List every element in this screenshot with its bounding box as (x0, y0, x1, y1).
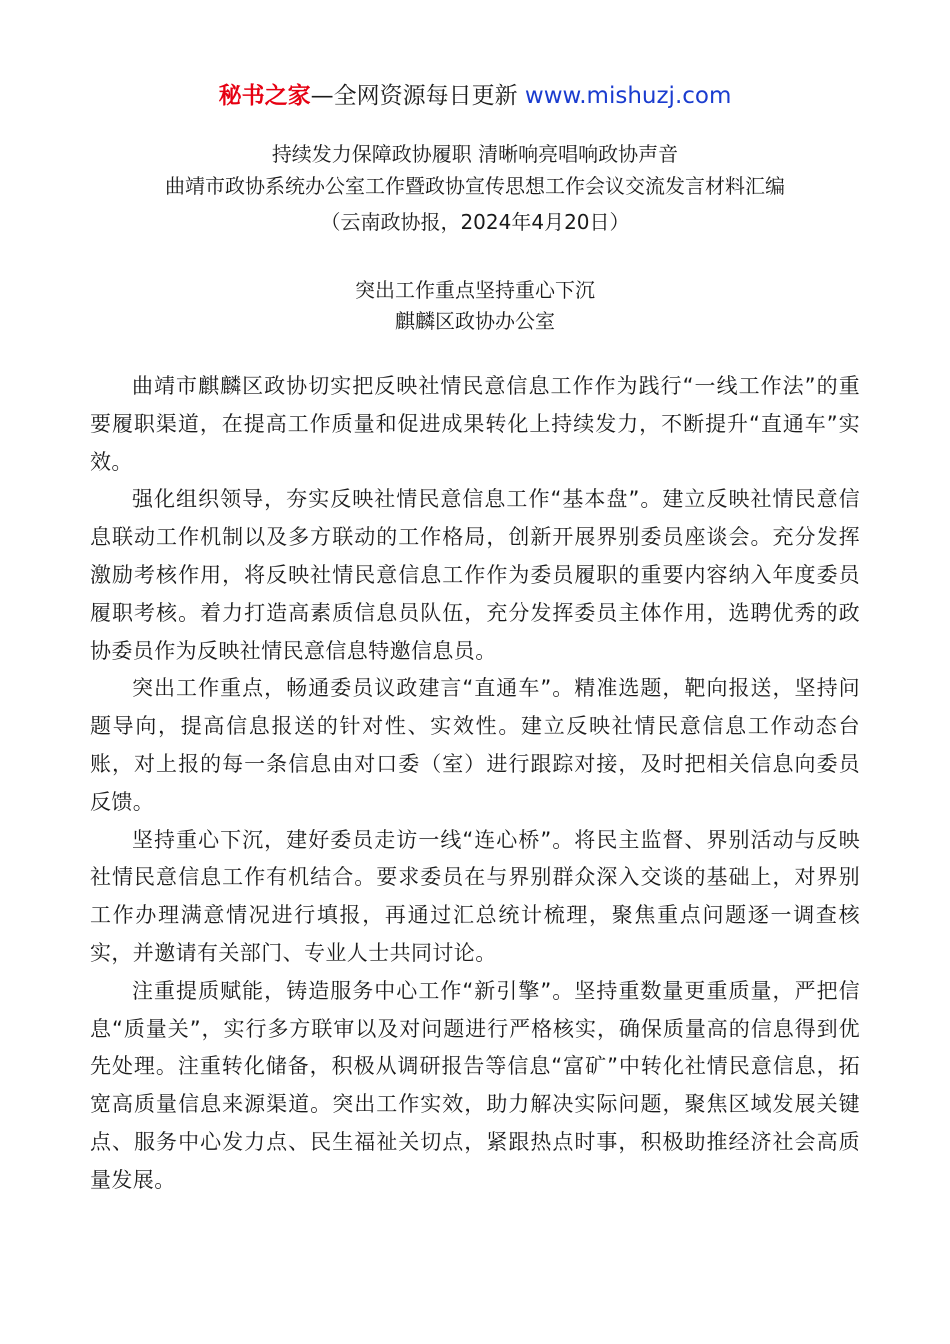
site-brand-name: 秘书之家 (218, 83, 311, 109)
site-url-link[interactable]: www.mishuzj.com (524, 83, 732, 109)
body-paragraph: 坚持重心下沉，建好委员走访一线“连心桥”。将民主监督、界别活动与反映社情民意信息工作有机结合。要求委员在与界别群众深入交谈的基础上，对界别工作办理满意情况进行填报，再通过汇总统计梳理，聚焦重点问题逐一调查核实，并邀请有关部门、专业人士共同讨论。 (90, 827, 860, 965)
site-tagline: —全网资源每日更新 (310, 83, 525, 109)
section-author: 麒麟区政协办公室 (395, 309, 555, 333)
document-subtitle: 曲靖市政协系统办公室工作暨政协宣传思想工作会议交流发言材料汇编 (165, 174, 785, 198)
document-body (90, 368, 860, 1200)
body-paragraph: 曲靖市麒麟区政协切实把反映社情民意信息工作作为践行“一线工作法”的重要履职渠道，在提高工作质量和促进成果转化上持续发力，不断提升“直通车”实效。 (90, 374, 860, 474)
body-paragraph: 突出工作重点，畅通委员议政建言“直通车”。精准选题，靶向报送，坚持问题导向，提高信息报送的针对性、实效性。建立反映社情民意信息工作动态台账，对上报的每一条信息由对口委（室）进行跟踪对接，及时把相关信息向委员反馈。 (90, 676, 860, 814)
body-paragraph: 强化组织领导，夯实反映社情民意信息工作“基本盘”。建立反映社情民意信息联动工作机制以及多方联动的工作格局，创新开展界别委员座谈会。充分发挥激励考核作用，将反映社情民意信息工作作为委员履职的重要内容纳入年度委员履职考核。着力打造高素质信息员队伍，充分发挥委员主体作用，选聘优秀的政协委员作为反映社情民意信息特邀信息员。 (90, 487, 860, 663)
section-title: 突出工作重点坚持重心下沉 (355, 278, 595, 302)
document-source-date: （云南政协报，2024年4月20日） (320, 210, 630, 234)
body-paragraph: 注重提质赋能，铸造服务中心工作“新引擎”。坚持重数量更重质量，严把信息“质量关”，实行多方联审以及对问题进行严格核实，确保质量高的信息得到优先处理。注重转化储备，积极从调研报告等信息“富矿”中转化社情民意信息，拓宽高质量信息来源渠道。突出工作实效，助力解决实际问题，聚焦区域发展关键点、服务中心发力点、民生福祉关切点，紧跟热点时事，积极助推经济社会高质量发展。 (90, 978, 860, 1192)
document-title: 持续发力保障政协履职 清晰响亮唱响政协声音 (271, 142, 679, 166)
site-banner (0, 80, 950, 112)
